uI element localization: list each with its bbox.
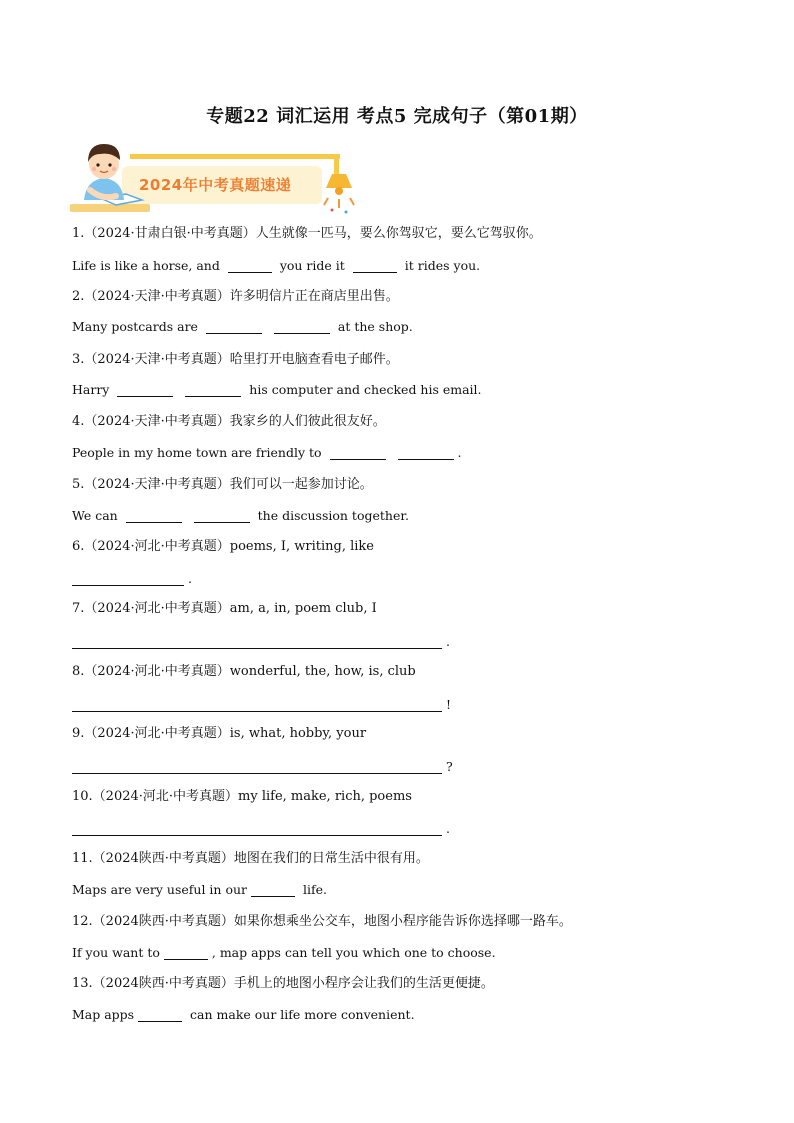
answer-text: it rides you. <box>400 258 481 273</box>
answer-text: his computer and checked his email. <box>245 382 482 397</box>
answer-line <box>72 880 327 900</box>
answer-text: Harry <box>72 382 114 397</box>
question-prompt: 1.（2024·甘肃白银·中考真题）人生就像一匹马，要么你驾驭它，要么它驾驭你。 <box>72 226 542 241</box>
question-prompt: 13.（2024陕西·中考真题）手机上的地图小程序会让我们的生活更便捷。 <box>72 976 494 991</box>
answer-text: . <box>188 571 192 586</box>
answer-line <box>72 695 451 715</box>
question-prompt: 6.（2024·河北·中考真题）poems, I, writing, like <box>72 539 374 554</box>
question-prompt: 9.（2024·河北·中考真题）is, what, hobby, your <box>72 726 367 741</box>
answer-line <box>72 443 462 463</box>
answer-line <box>72 757 453 777</box>
answer-blank[interactable] <box>194 508 250 523</box>
banner-top-bar <box>130 154 340 159</box>
answer-text: can make our life more convenient. <box>186 1007 415 1022</box>
answer-text: . <box>457 445 462 460</box>
question-prompt: 4.（2024·天津·中考真题）我家乡的人们彼此很友好。 <box>72 414 386 429</box>
answer-text: Life is like a horse, and <box>72 258 224 273</box>
answer-blank[interactable] <box>72 697 442 712</box>
answer-text: . <box>446 634 450 649</box>
answer-blank[interactable] <box>185 382 241 397</box>
question-prompt: 10.（2024·河北·中考真题）my life, make, rich, poems <box>72 789 412 804</box>
answer-text: Map apps <box>72 1007 139 1022</box>
lamp-icon <box>326 174 352 188</box>
answer-line <box>72 632 450 652</box>
answer-text: Maps are very useful in our <box>72 882 251 897</box>
answer-text <box>266 319 270 334</box>
banner-text: 2024年中考真题速递 <box>139 176 292 194</box>
answer-blank[interactable] <box>138 1007 182 1022</box>
answer-text <box>390 445 394 460</box>
answer-text: life. <box>298 882 327 897</box>
answer-blank[interactable] <box>398 445 454 460</box>
answer-line <box>72 506 409 526</box>
answer-text <box>186 508 190 523</box>
answer-blank[interactable] <box>228 258 272 273</box>
desk <box>70 204 150 212</box>
answer-text <box>177 382 181 397</box>
answer-blank[interactable] <box>206 319 262 334</box>
answer-text: at the shop. <box>333 319 413 334</box>
question-prompt: 11.（2024陕西·中考真题）地图在我们的日常生活中很有用。 <box>72 851 429 866</box>
answer-blank[interactable] <box>72 634 442 649</box>
answer-blank[interactable] <box>164 945 208 960</box>
answer-line <box>72 1005 415 1025</box>
question-prompt: 8.（2024·河北·中考真题）wonderful, the, how, is, club <box>72 664 416 679</box>
answer-text: We can <box>72 508 122 523</box>
answer-text: you ride it <box>275 258 349 273</box>
answer-blank[interactable] <box>330 445 386 460</box>
answer-line <box>72 317 413 337</box>
answer-text: If you want to <box>72 945 164 960</box>
answer-blank[interactable] <box>251 882 295 897</box>
question-prompt: 7.（2024·河北·中考真题）am, a, in, poem club, I <box>72 601 377 616</box>
answer-text: , map apps can tell you which one to choose. <box>211 945 496 960</box>
answer-line <box>72 380 482 400</box>
answer-blank[interactable] <box>72 759 442 774</box>
question-prompt: 5.（2024·天津·中考真题）我们可以一起参加讨论。 <box>72 477 373 492</box>
question-prompt: 3.（2024·天津·中考真题）哈里打开电脑查看电子邮件。 <box>72 352 399 367</box>
question-prompt: 12.（2024陕西·中考真题）如果你想乘坐公交车，地图小程序能告诉你选择哪一路车。 <box>72 914 572 929</box>
answer-blank[interactable] <box>274 319 330 334</box>
page-title: 专题22 词汇运用 考点5 完成句子（第01期） <box>206 106 588 127</box>
answer-line <box>72 569 192 589</box>
answer-line <box>72 943 496 963</box>
answer-line <box>72 819 450 839</box>
answer-text: Many postcards are <box>72 319 202 334</box>
answer-blank[interactable] <box>72 821 442 836</box>
answer-text: . <box>446 821 450 836</box>
question-prompt: 2.（2024·天津·中考真题）许多明信片正在商店里出售。 <box>72 289 399 304</box>
answer-blank[interactable] <box>117 382 173 397</box>
answer-text: the discussion together. <box>253 508 409 523</box>
answer-text: ! <box>446 697 452 712</box>
answer-line <box>72 256 480 276</box>
answer-blank[interactable] <box>72 571 184 586</box>
answer-text: People in my home town are friendly to <box>72 445 326 460</box>
answer-blank[interactable] <box>126 508 182 523</box>
answer-blank[interactable] <box>353 258 397 273</box>
answer-text: ? <box>446 759 453 774</box>
